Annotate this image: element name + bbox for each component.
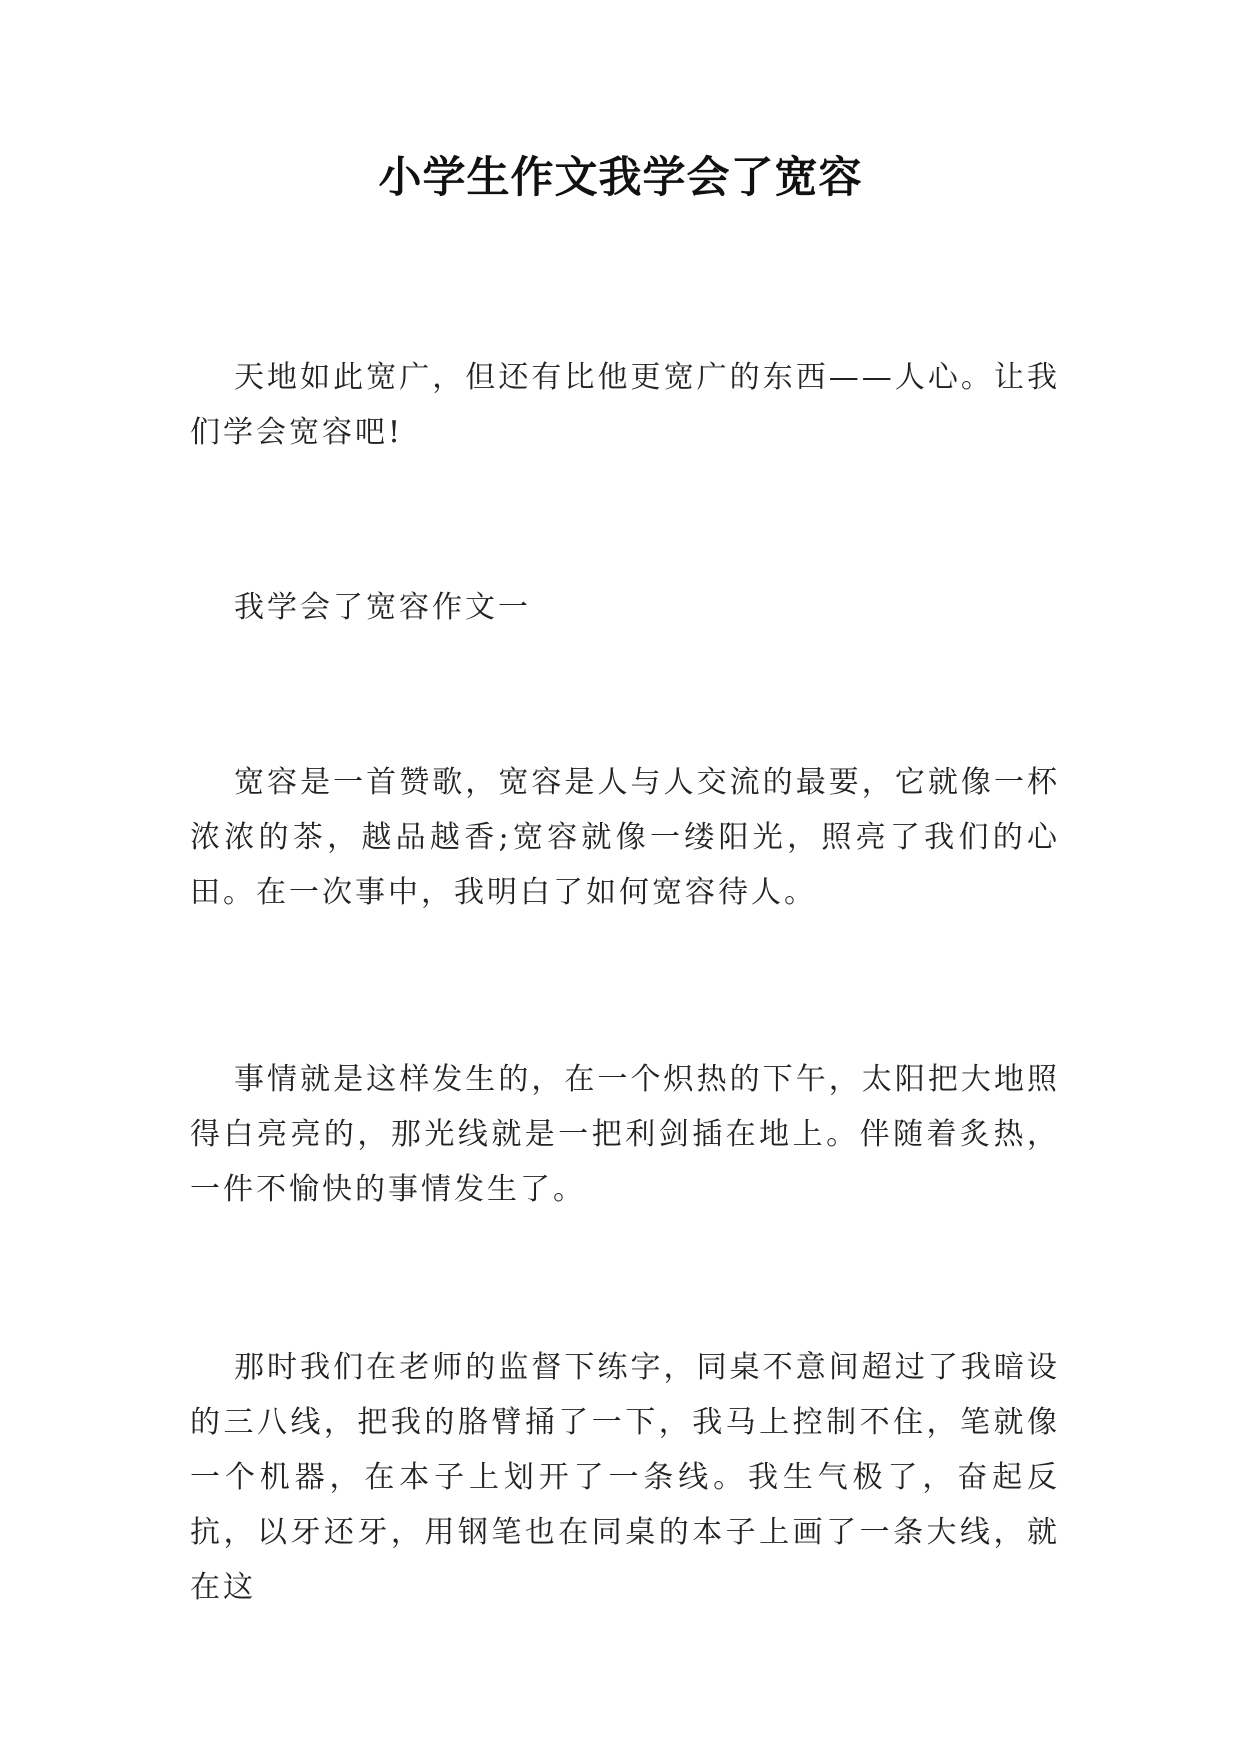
paragraph-body-1: 宽容是一首赞歌，宽容是人与人交流的最要，它就像一杯浓浓的茶，越品越香;宽容就像一缕阳光，照亮了我们的心田。在一次事中，我明白了如何宽容待人。 bbox=[190, 765, 1060, 910]
paragraph-body-2: 事情就是这样发生的，在一个炽热的下午，太阳把大地照得白亮亮的，那光线就是一把利剑插在地上。伴随着炙热，一件不愉快的事情发生了。 bbox=[190, 1062, 1060, 1207]
paragraph-section-heading: 我学会了宽容作文一 bbox=[234, 590, 531, 625]
paragraph-body-3: 那时我们在老师的监督下练字，同桌不意间超过了我暗设的三八线，把我的胳臂捅了一下，我马上控制不住，笔就像一个机器，在本子上划开了一条线。我生气极了，奋起反抗，以牙还牙，用钢笔也在同桌的本子上画了一条大线，就在这 bbox=[190, 1350, 1060, 1605]
paragraph-intro: 天地如此宽广，但还有比他更宽广的东西——人心。让我们学会宽容吧! bbox=[190, 360, 1060, 450]
document-title: 小学生作文我学会了宽容 bbox=[378, 153, 863, 203]
